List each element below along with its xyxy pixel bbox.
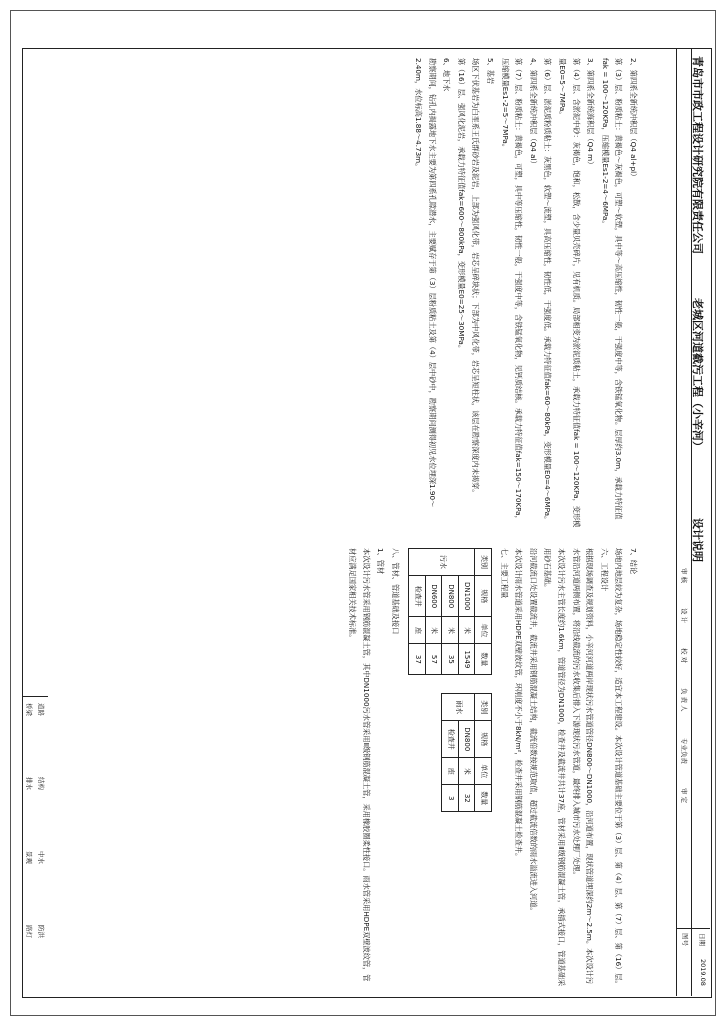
spec-cell: 检查井	[442, 721, 459, 758]
layer-7-text: 第（7）层、粉质粘土：黄褐色，可塑，具中等压缩性，韧性一般，干强度中等，含铁锰氧化物，见钙质结核。承载力特征值fak=150～170KPa，压缩模量Es1-2=5～7MPa。	[500, 58, 524, 523]
groundwater-text: 勘察期间，钻孔内揭露地下水主要为第四系孔隙潜水，主要赋存于第（3）层粉质粘土及第（4）层中砂中，勘察期间测得初见水位埋深1.90～2.40m，水位标高1.88～4.73m。	[414, 58, 437, 508]
geology-heading-6: 6、地下水	[442, 58, 452, 92]
th-category: 类别	[475, 549, 492, 576]
unit-cell: 米	[442, 617, 459, 644]
geology-heading-3: 3、第四系全新统海积层（Q4 m）	[586, 58, 596, 169]
table-row	[458, 694, 475, 812]
qty-cell: 1549	[458, 644, 475, 675]
discipline-landscape: 景观	[25, 851, 33, 864]
qty-cell: 57	[425, 644, 442, 675]
layer-3-text: 第（3）层、粉质粘土：黄褐色～灰褐色，可塑～软塑，具中等～高压缩性，韧性一般，干强度中等，含铁锰氧化物。层厚约3.0m，承载力特征值fak = 100～120KPa，压缩模量Es1-2=4～6MPa。	[600, 58, 624, 520]
design-text-2: 本次设计污水主管长度约1.6km，管道管径为DN1000，检查井及截流井共计37座，管材采用Ⅱ级钢筋混凝土管，承插式接口，管道基础采用砂石基础。	[543, 548, 567, 987]
unit-cell: 米	[425, 617, 442, 644]
th-qty: 数量	[475, 785, 492, 812]
company-name: 青岛市市政工程设计研究院有限责任公司	[691, 56, 704, 254]
th-spec: 规格	[475, 576, 492, 617]
unit-cell: 米	[458, 617, 475, 644]
spec-cell: DN800	[458, 721, 475, 758]
th-unit: 单位	[475, 758, 492, 785]
rain-quantity-table	[441, 693, 492, 812]
quantity-tables	[408, 548, 496, 988]
th-spec: 规格	[475, 721, 492, 758]
geology-column	[411, 58, 641, 528]
geology-heading-4: 4、第四系全新统冲积层（Q4 al）	[528, 58, 538, 168]
sheet-info	[676, 928, 710, 996]
spec-cell: DN600	[425, 576, 442, 617]
discipline-lighting: 路灯	[25, 925, 33, 938]
discipline-road: 道路	[37, 703, 45, 716]
design-column	[345, 548, 640, 988]
date-label: 日期	[698, 933, 706, 946]
table-row	[458, 549, 475, 675]
discipline-bridge: 桥梁	[25, 703, 33, 716]
cell-approve: 审 定	[680, 788, 688, 804]
discipline-drainage: 排水	[25, 777, 33, 790]
qty-cell: 35	[442, 644, 459, 675]
geology-heading-5: 5、基岩	[486, 58, 496, 85]
spec-cell: DN1000	[458, 576, 475, 617]
discipline-grid	[22, 696, 48, 996]
qty-cell: 32	[458, 785, 475, 812]
materials-subheading: 1、管材	[376, 548, 386, 575]
materials-text: 本次设计污水管采用钢筋混凝土管，其中DN1000污水管采用Ⅱ级钢筋混凝土管，采用橡胶圈柔性接口。雨水管采用HDPE双壁波纹管，管材应满足国家相关技术标准。	[348, 548, 371, 982]
design-text-3: 沿河截流口处设置截流井，截流井采用钢筋混凝土结构，截流倍数按规范取值，超过截流倍数的雨水溢流进入河道。	[528, 548, 538, 915]
discipline-reclaimed-water: 中水	[37, 851, 45, 864]
layer-16-text: 第（16）层、强风化泥岩，承载力特征值fak=600～800kPa，变形模量E0=25～30MPa。	[456, 58, 466, 353]
bedrock-text: 场区下伏基岩为白垩系王氏群砂岩及泥岩，上部为强风化带，岩芯呈碎块状；下部为中风化带，岩芯呈短柱状，该层在勘察深度内未揭穿。	[471, 58, 481, 497]
category-cell: 雨水	[442, 694, 475, 721]
conclusion-text: 场地内地层较为复杂，场地稳定性较好，适宜本工程建设。本次设计管道基础主要位于第（3）层、第（4）层、第（7）层、第（16）层。	[614, 548, 624, 988]
signature-row	[676, 48, 692, 996]
spec-cell: 检查井	[409, 576, 426, 617]
layer-6-text: 第（6）层、淤泥质粉质粘土：灰黑色，软塑～流塑，具高压缩性，韧性低，干强度低。承载力特征值fak=60～80kPa，变形模量E0=4～6MPa。	[543, 58, 553, 524]
design-heading: 六、工程设计	[599, 548, 609, 592]
design-text-4: 本次设计雨水管道采用HDPE双壁波纹管，环刚度不小于8kN/m²，检查井采用钢筋混凝土检查井。	[514, 548, 524, 861]
category-cell: 污水	[409, 549, 475, 576]
th-unit: 单位	[475, 617, 492, 644]
spec-cell: DN800	[442, 576, 459, 617]
layer-4-text: 第（4）层、含淤泥中砂：灰褐色，饱和，松散，含少量贝壳碎片，见有机质。局部相变为淤泥质粘土，承载力特征值fak = 100～120KPa，变形模量E0=5～7MPa。	[558, 58, 581, 528]
sheet-number-label: 图号	[681, 933, 689, 946]
qty-cell: 37	[409, 644, 426, 675]
materials-heading: 八、管材、管道基础及接口	[391, 548, 401, 635]
geology-heading-2: 2、第四系全新统冲积层（Q4 al+pl）	[629, 58, 638, 181]
cell-design: 设 计	[680, 608, 688, 624]
discipline-flood: 防洪	[37, 925, 45, 938]
discipline-structure: 结构	[37, 777, 45, 790]
project-name: 老城区河道截污工程（小辛河）	[691, 298, 704, 452]
cell-discipline-lead: 专业负责	[680, 738, 688, 764]
cell-check: 校 对	[680, 648, 688, 664]
cell-principal: 负 责 人	[680, 688, 688, 712]
unit-cell: 米	[458, 758, 475, 785]
th-category: 类别	[475, 694, 492, 721]
unit-cell: 座	[442, 758, 459, 785]
conclusion-heading: 7、结论	[629, 548, 638, 575]
cell-review: 审 核	[680, 568, 688, 584]
unit-cell: 座	[409, 617, 426, 644]
quantity-heading: 七、主要工程量	[499, 548, 509, 599]
sewage-quantity-table	[408, 548, 492, 675]
th-qty: 数量	[475, 644, 492, 675]
document-title: 设计说明	[691, 518, 704, 562]
rotated-sheet	[22, 48, 710, 996]
title-block	[676, 48, 710, 996]
qty-cell: 3	[442, 785, 459, 812]
date-value: 2019.08	[699, 959, 707, 986]
design-text-1: 根据现场调查及规划资料，小辛河河道两岸现状污水管道管径DN800～DN1000，沿河道布置，现状管道埋深约2m～2.5m。本次设计污水管沿河道两侧布置，将沿线截流的污水收集后排入下游现状污水管道，最终排入城市污水处理厂处理。	[571, 548, 595, 985]
